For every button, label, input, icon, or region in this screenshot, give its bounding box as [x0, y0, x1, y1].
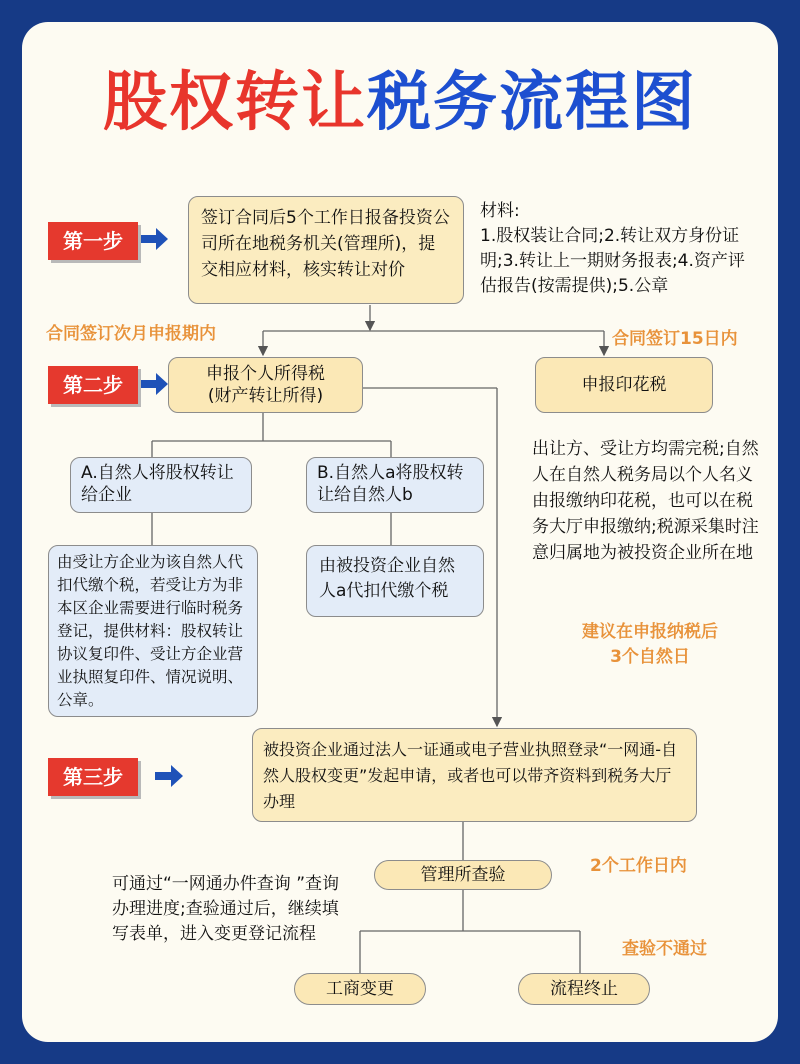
step-1-badge: 第一步	[48, 222, 138, 260]
step-3-badge: 第三步	[48, 758, 138, 796]
stamp-tax-note: 出让方、受让方均需完税;自然人在自然人税务局以个人名义由报缴纳印花税，也可以在税务大厅申报缴纳;税源采集时注意归属地为被投资企业所在地	[532, 439, 759, 563]
title-part-red: 股权转让	[103, 66, 367, 140]
suggest-line1: 建议在申报纳税后	[582, 622, 718, 642]
arrow-right-icon	[140, 228, 168, 250]
materials-heading: 材料:	[480, 201, 520, 221]
materials-text: 1.股权装让合同;2.转让双方身份证明;3.转让上一期财务报表;4.资产评估报告(按需提供);5.公章	[480, 226, 745, 296]
check-box: 管理所查验	[374, 860, 552, 890]
workdays-label: 2个工作日内	[590, 856, 687, 876]
step1-report-box: 签订合同后5个工作日报备投资公司所在地税务机关(管理所)，提交相应材料，核实转让对价	[188, 196, 464, 304]
suggest-line2: 3个自然日	[610, 647, 690, 667]
detail-b-box: 由被投资企业自然人a代扣代缴个税	[306, 545, 484, 617]
end-left-box: 工商变更	[294, 973, 426, 1005]
income-tax-line1: 申报个人所得税	[206, 364, 325, 384]
suggest-label	[532, 620, 768, 670]
materials-note	[480, 199, 756, 299]
fail-label: 查验不通过	[622, 939, 707, 959]
title-part-blue: 税务流程图	[367, 66, 697, 140]
step3-apply-box: 被投资企业通过法人一证通或电子营业执照登录“一网通-自然人股权变更”发起申请，或者也可以带齐资料到税务大厅办理	[252, 728, 697, 822]
income-tax-box	[168, 357, 363, 413]
deadline-right-label: 合同签订15日内	[612, 329, 738, 349]
detail-a-box: 由受让方企业为该自然人代扣代缴个税，若受让方为非本区企业需要进行临时税务登记，提供材料：股权转让协议复印件、受让方企业营业执照复印件、情况说明、公章。	[48, 545, 258, 717]
arrow-right-icon	[155, 765, 183, 787]
query-note: 可通过“一网通办件查询 ”查询办理进度;查验通过后，继续填写表单，进入变更登记流程	[112, 874, 340, 944]
stamp-tax-box: 申报印花税	[535, 357, 713, 413]
end-right-box: 流程终止	[518, 973, 650, 1005]
branch-b-box: B.自然人a将股权转让给自然人b	[306, 457, 484, 513]
income-tax-line2: (财产转让所得)	[207, 386, 324, 406]
arrow-right-icon	[140, 373, 168, 395]
step-2-badge: 第二步	[48, 366, 138, 404]
deadline-left-label: 合同签订次月申报期内	[46, 324, 216, 344]
branch-a-box: A.自然人将股权转让给企业	[70, 457, 252, 513]
